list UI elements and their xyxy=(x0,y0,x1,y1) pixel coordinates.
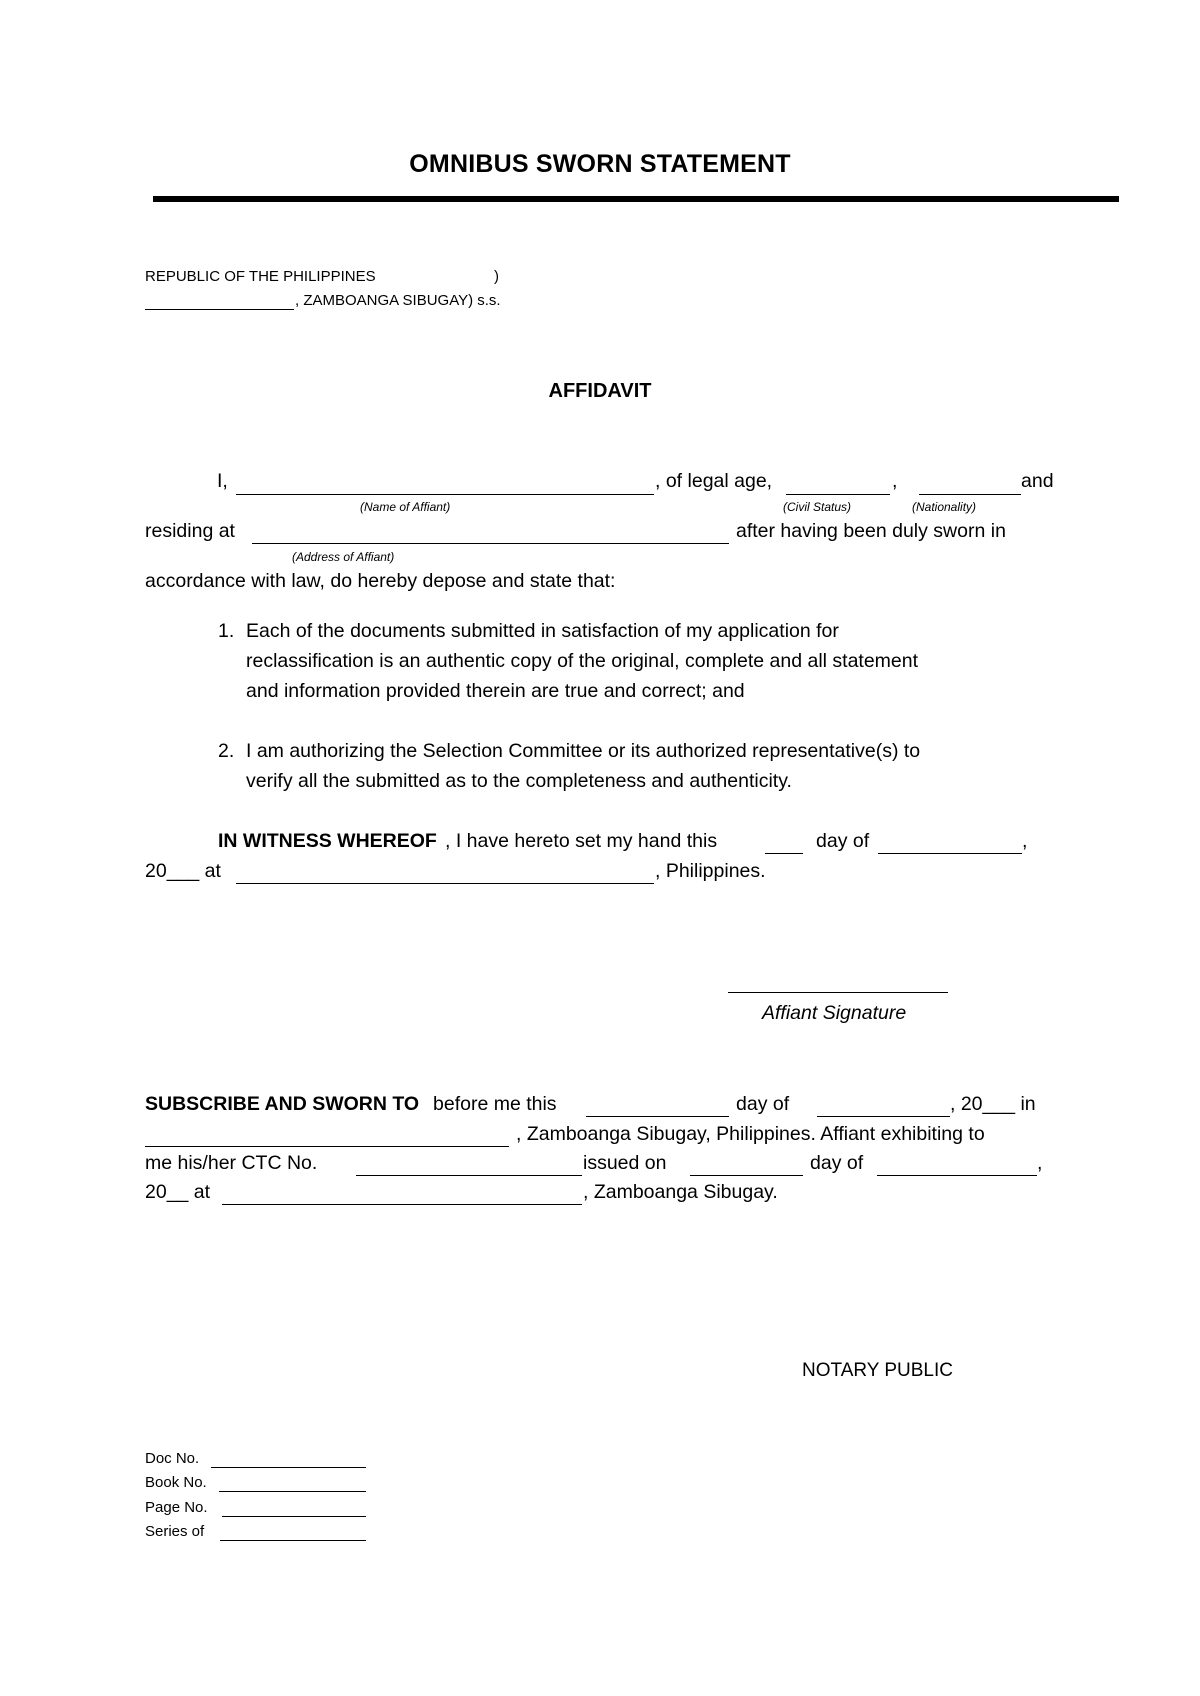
sworn-zambo-line: , Zamboanga Sibugay, Philippines. Affiant exhibiting to xyxy=(516,1123,985,1145)
sworn-day-of: day of xyxy=(736,1093,790,1115)
ctc-number-blank[interactable] xyxy=(356,1175,582,1176)
issued-month-blank[interactable] xyxy=(877,1175,1037,1176)
issued-date-blank[interactable] xyxy=(690,1175,803,1176)
sworn-day-of-2: day of xyxy=(810,1152,864,1174)
witness-day-of: day of xyxy=(816,830,870,852)
sworn-before: before me this xyxy=(433,1093,557,1115)
affiant-address-blank[interactable] xyxy=(252,543,729,544)
item-1-line-3: and information provided therein are true and correct; and xyxy=(246,680,745,702)
caption-nationality: (Nationality) xyxy=(912,500,977,514)
sworn-zambo-end: , Zamboanga Sibugay. xyxy=(583,1181,778,1203)
notary-public-label: NOTARY PUBLIC xyxy=(802,1360,953,1381)
venue-city-blank[interactable] xyxy=(145,309,294,310)
doc-no-blank[interactable] xyxy=(211,1467,366,1468)
sworn-year-2: 20__ at xyxy=(145,1181,211,1203)
intro-and: and xyxy=(1021,470,1054,492)
sworn-month-blank[interactable] xyxy=(817,1116,950,1117)
intro-i-label: I, xyxy=(217,470,228,492)
item-2-line-1: I am authorizing the Selection Committee or its authorized representative(s) to xyxy=(246,740,921,762)
sworn-comma: , xyxy=(1037,1152,1043,1174)
witness-philippines: , Philippines. xyxy=(655,860,766,882)
sworn-bold: SUBSCRIBE AND SWORN TO xyxy=(145,1093,420,1115)
doc-no-label: Doc No. xyxy=(145,1450,200,1467)
page-no-blank[interactable] xyxy=(222,1516,366,1517)
intro-accordance: accordance with law, do hereby depose and state that: xyxy=(145,570,616,592)
witness-month-blank[interactable] xyxy=(878,853,1022,854)
venue-line1-paren: ) xyxy=(494,268,499,285)
sworn-ctc: me his/her CTC No. xyxy=(145,1152,318,1174)
caption-address: (Address of Affiant) xyxy=(292,550,395,564)
witness-day-blank[interactable] xyxy=(765,853,803,854)
venue-line2: , ZAMBOANGA SIBUGAY) s.s. xyxy=(295,292,501,309)
item-2-line-2: verify all the submitted as to the completeness and authenticity. xyxy=(246,770,792,792)
intro-residing-at: residing at xyxy=(145,520,235,542)
affiant-signature-line[interactable] xyxy=(728,992,948,993)
sworn-issued-on: issued on xyxy=(583,1152,667,1174)
witness-bold: IN WITNESS WHEREOF xyxy=(218,830,437,852)
witness-comma: , xyxy=(1022,830,1028,852)
civil-status-blank[interactable] xyxy=(786,494,890,495)
document-title: OMNIBUS SWORN STATEMENT xyxy=(409,150,791,178)
affiant-name-blank[interactable] xyxy=(236,494,654,495)
sworn-place-blank[interactable] xyxy=(145,1146,509,1147)
item-1-line-2: reclassification is an authentic copy of the original, complete and all statement xyxy=(246,650,919,672)
intro-after-sworn: after having been duly sworn in xyxy=(736,520,1006,542)
sworn-year: , 20___ in xyxy=(950,1093,1036,1115)
intro-comma: , xyxy=(892,470,898,492)
venue-line1: REPUBLIC OF THE PHILIPPINES xyxy=(145,268,376,285)
item-1-number: 1. xyxy=(218,620,235,642)
title-rule xyxy=(153,196,1119,202)
witness-place-blank[interactable] xyxy=(236,883,654,884)
intro-legal-age: , of legal age, xyxy=(655,470,773,492)
caption-civil-status: (Civil Status) xyxy=(783,500,852,514)
nationality-blank[interactable] xyxy=(919,494,1021,495)
book-no-blank[interactable] xyxy=(219,1491,366,1492)
caption-name: (Name of Affiant) xyxy=(360,500,451,514)
witness-text: , I have hereto set my hand this xyxy=(445,830,718,852)
item-1-line-1: Each of the documents submitted in satisfaction of my application for xyxy=(246,620,839,642)
book-no-label: Book No. xyxy=(145,1474,207,1491)
affiant-signature-label: Affiant Signature xyxy=(762,1002,907,1024)
affidavit-heading: AFFIDAVIT xyxy=(548,380,652,402)
sworn-place-blank-2[interactable] xyxy=(222,1204,582,1205)
series-of-label: Series of xyxy=(145,1523,205,1540)
series-of-blank[interactable] xyxy=(220,1540,366,1541)
witness-year: 20___ at xyxy=(145,860,221,882)
item-2-number: 2. xyxy=(218,740,235,762)
sworn-day-blank[interactable] xyxy=(586,1116,729,1117)
page-no-label: Page No. xyxy=(145,1499,208,1516)
